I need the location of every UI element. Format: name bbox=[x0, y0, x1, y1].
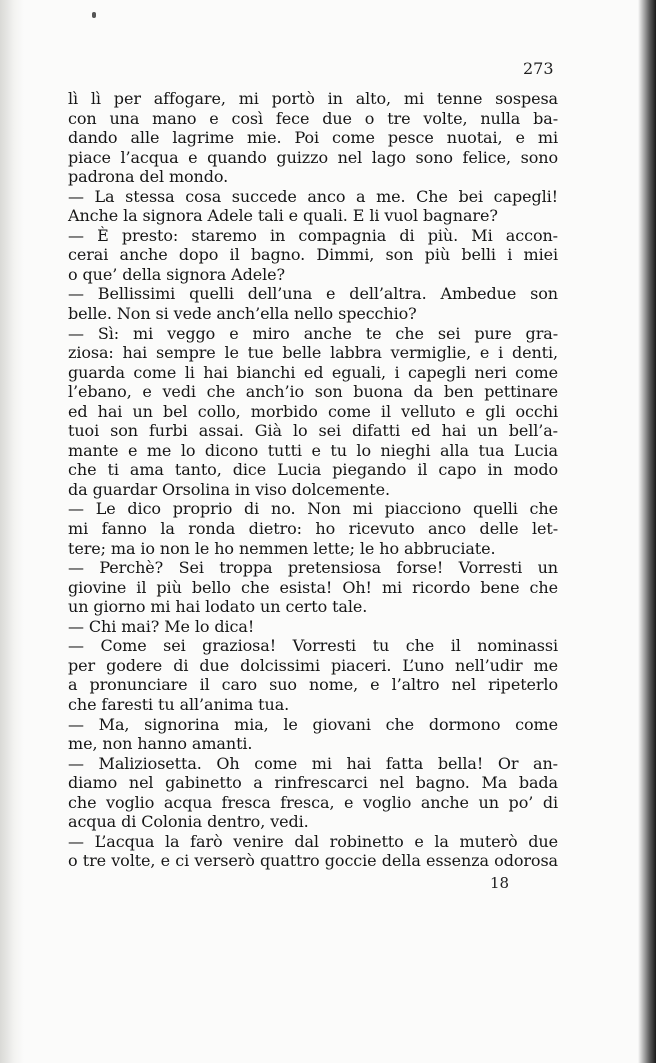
text-line: diamo nel gabinetto a rinfrescarci nel bagno. Ma bada bbox=[68, 773, 558, 793]
text-line: o que’ della signora Adele? bbox=[68, 264, 285, 284]
text-line: — Perchè? Sei troppa pretensiosa forse! Vorresti un bbox=[68, 558, 558, 578]
text-line: — L’acqua la farò venire dal robinetto e la muterò due bbox=[68, 831, 558, 851]
text-line: — Sì: mi veggo e miro anche te che sei pure gra- bbox=[68, 323, 558, 343]
text-line: che ti ama tanto, dice Lucia piegando il capo in modo bbox=[68, 460, 558, 480]
text-line: cerai anche dopo il bagno. Dimmi, son più belli i miei bbox=[68, 245, 558, 265]
text-line: belle. Non si vede anch’ella nello specchio? bbox=[68, 304, 417, 324]
text-line: con una mano e così fece due o tre volte, nulla ba- bbox=[68, 108, 558, 128]
text-line: un giorno mi hai lodato un certo tale. bbox=[68, 597, 368, 617]
text-line: — Come sei graziosa! Vorresti tu che il nominassi bbox=[68, 636, 558, 656]
text-line: che voglio acqua fresca fresca, e voglio anche un po’ di bbox=[68, 792, 558, 812]
text-line: — La stessa cosa succede anco a me. Che bei capegli! bbox=[68, 186, 558, 206]
text-line: — Maliziosetta. Oh come mi hai fatta bella! Or an- bbox=[68, 753, 558, 773]
text-line: padrona del mondo. bbox=[68, 167, 229, 187]
text-line: mi fanno la ronda dietro: ho ricevuto anco delle let- bbox=[68, 519, 558, 539]
ink-speck bbox=[92, 12, 96, 18]
text-line: — Bellissimi quelli dell’una e dell’altra. Ambedue son bbox=[68, 284, 558, 304]
text-line: mante e me lo dicono tutti e tu lo nieghi alla tua Lucia bbox=[68, 440, 558, 460]
text-line: tuoi son furbi assai. Già lo sei difatti ed hai un bell’a- bbox=[68, 421, 558, 441]
text-line: lì lì per affogare, mi portò in alto, mi tenne sospesa bbox=[68, 89, 558, 108]
text-line: per godere di due dolcissimi piaceri. L’uno nell’udir me bbox=[68, 655, 558, 675]
text-line: o tre volte, e ci verserò quattro goccie della essenza odorosa bbox=[68, 851, 558, 871]
page-edge-shadow bbox=[638, 0, 656, 1063]
body-text bbox=[68, 89, 558, 871]
text-line: da guardar Orsolina in viso dolcemente. bbox=[68, 479, 390, 499]
signature-mark: 18 bbox=[490, 874, 510, 892]
text-line: ziosa: hai sempre le tue belle labbra vermiglie, e i denti, bbox=[68, 343, 558, 363]
text-line: Anche la signora Adele tali e quali. E li vuol bagnare? bbox=[68, 206, 498, 226]
text-line: a pronunciare il caro suo nome, e l’altro nel ripeterlo bbox=[68, 675, 558, 695]
text-line: giovine il più bello che esista! Oh! mi ricordo bene che bbox=[68, 577, 558, 597]
page-number: 273 bbox=[523, 59, 554, 78]
text-line: guarda come li hai bianchi ed eguali, i capegli neri come bbox=[68, 362, 558, 382]
text-line: dando alle lagrime mie. Poi come pesce nuotai, e mi bbox=[68, 128, 558, 148]
text-line: piace l’acqua e quando guizzo nel lago sono felice, sono bbox=[68, 147, 558, 167]
text-line: — Ma, signorina mia, le giovani che dormono come bbox=[68, 714, 558, 734]
text-line: me, non hanno amanti. bbox=[68, 734, 253, 754]
text-line: — Le dico proprio di no. Non mi piacciono quelli che bbox=[68, 499, 558, 519]
text-line: ed hai un bel collo, morbido come il velluto e gli occhi bbox=[68, 401, 558, 421]
text-line: tere; ma io non le ho nemmen lette; le ho abbruciate. bbox=[68, 538, 496, 558]
page-gutter-shadow bbox=[0, 0, 24, 1063]
text-line: che faresti tu all’anima tua. bbox=[68, 694, 290, 714]
text-line: acqua di Colonia dentro, vedi. bbox=[68, 812, 309, 832]
text-line: — Chi mai? Me lo dica! bbox=[68, 616, 255, 636]
text-line: — È presto: staremo in compagnia di più. Mi accon- bbox=[68, 225, 558, 245]
text-line: l’ebano, e vedi che anch’io son buona da ben pettinare bbox=[68, 382, 558, 402]
